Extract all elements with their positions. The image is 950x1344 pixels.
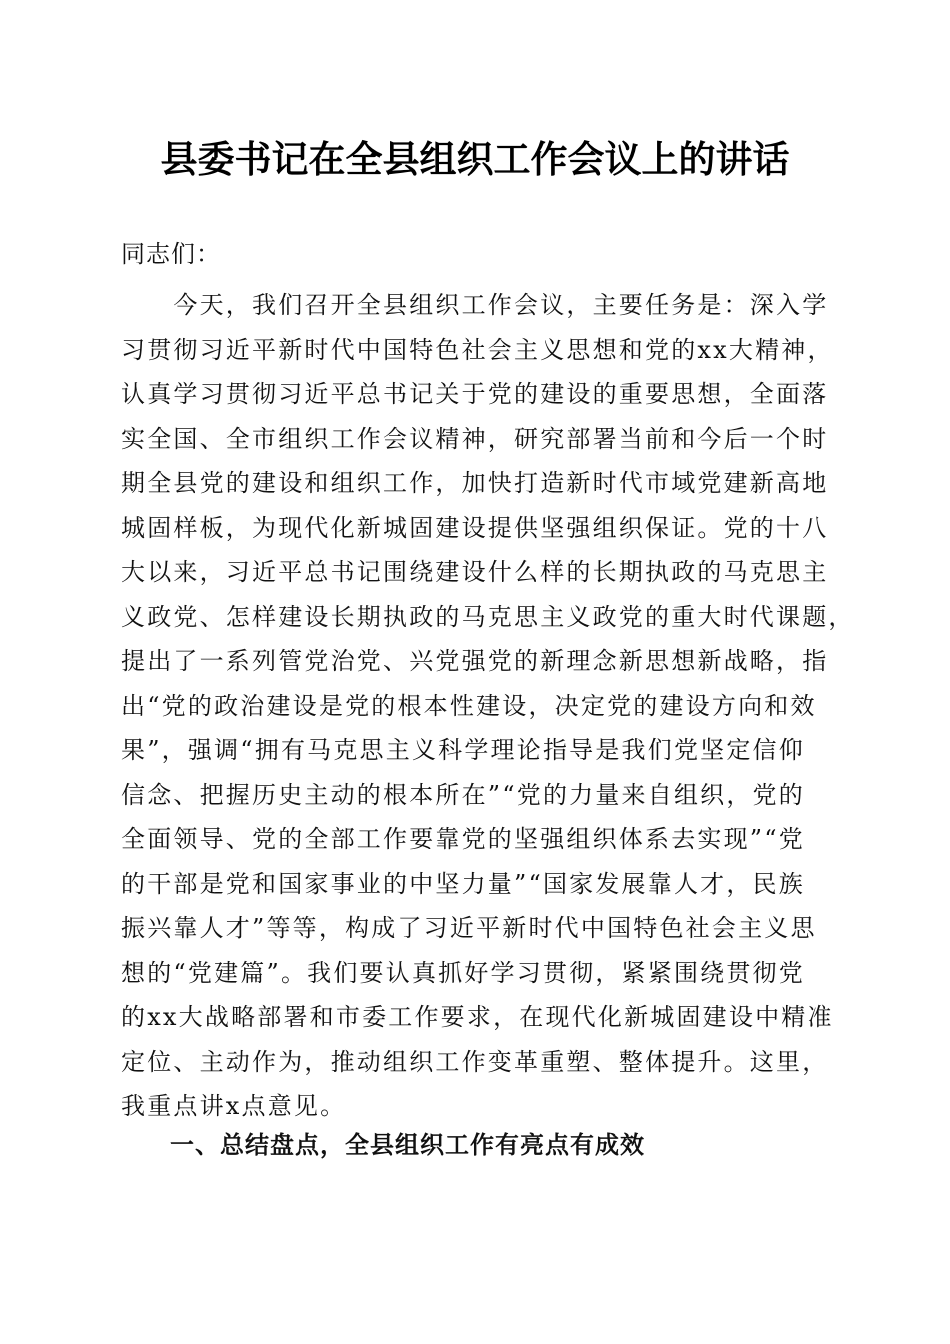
- paragraph-line: 实全国、全市组织工作会议精神，研究部署当前和今后一个时: [121, 424, 829, 453]
- paragraph-line: 定位、主动作为，推动组织工作变革重塑、整体提升。这里，: [121, 1047, 829, 1076]
- paragraph-line: 义政党、怎样建设长期执政的马克思主义政党的重大时代课题，: [121, 602, 855, 631]
- paragraph-line: 信念、把握历史主动的根本所在”“党的力量来自组织，党的: [121, 780, 805, 809]
- section-heading: 一、总结盘点，全县组织工作有亮点有成效: [170, 1131, 645, 1159]
- paragraph-line: 出“党的政治建设是党的根本性建设，决定党的建设方向和效: [121, 691, 817, 720]
- paragraph-line: 今天，我们召开全县组织工作会议，主要任务是：深入学: [121, 291, 829, 319]
- salutation: 同志们：: [121, 240, 221, 268]
- paragraph-line: 习贯彻习近平新时代中国特色社会主义思想和党的xx大精神，: [121, 335, 834, 364]
- paragraph-line: 的xx大战略部署和市委工作要求，在现代化新城固建设中精准: [121, 1003, 834, 1031]
- paragraph-line: 振兴靠人才”等等，构成了习近平新时代中国特色社会主义思: [121, 914, 817, 942]
- paragraph-line: 的干部是党和国家事业的中坚力量”“国家发展靠人才，民族: [121, 869, 805, 898]
- paragraph-line: 想的“党建篇”。我们要认真抓好学习贯彻，紧紧围绕贯彻党: [121, 958, 805, 987]
- paragraph-line: 果”，强调“拥有马克思主义科学理论指导是我们党坚定信仰: [121, 736, 805, 764]
- paragraph-line: 我重点讲x点意见。: [121, 1092, 347, 1120]
- paragraph-line: 大以来，习近平总书记围绕建设什么样的长期执政的马克思主: [121, 558, 829, 586]
- paragraph-line: 全面领导、党的全部工作要靠党的坚强组织体系去实现”“党: [121, 825, 805, 853]
- paragraph-line: 提出了一系列管党治党、兴党强党的新理念新思想新战略，指: [121, 647, 829, 675]
- document-title: 县委书记在全县组织工作会议上的讲话: [160, 137, 790, 181]
- body-paragraph: [121, 283, 855, 1129]
- paragraph-line: 认真学习贯彻习近平总书记关于党的建设的重要思想，全面落: [121, 380, 829, 408]
- paragraph-line: 期全县党的建设和组织工作，加快打造新时代市域党建新高地: [121, 469, 829, 497]
- paragraph-line: 城固样板，为现代化新城固建设提供坚强组织保证。党的十八: [121, 513, 829, 542]
